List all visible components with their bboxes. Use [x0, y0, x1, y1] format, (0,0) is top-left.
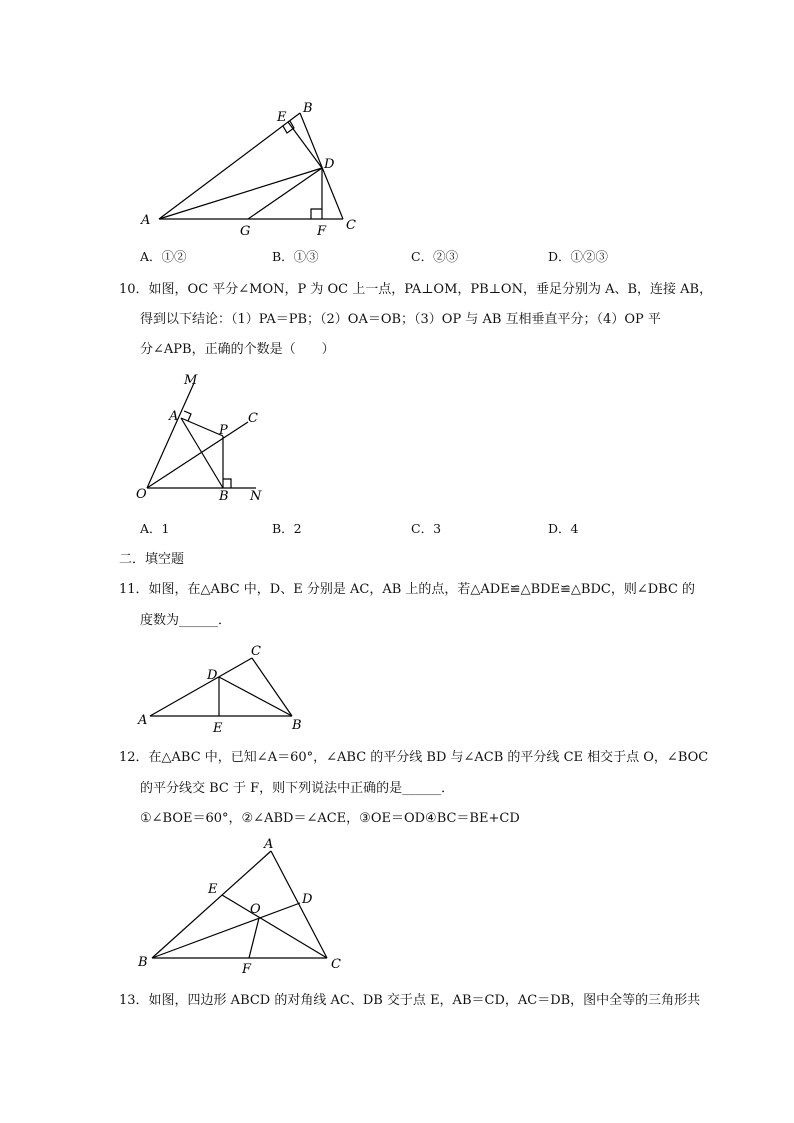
label-a: A [169, 409, 179, 424]
q13-line-1: 13．如图，四边形 ABCD 的对角线 AC、DB 交于点 E，AB＝CD，AC＝DB，图中全等的三角形共 [119, 993, 701, 1008]
q9-option-a[interactable]: A．①② [140, 249, 187, 264]
q10-line-2: 得到以下结论：（1）PA＝PB；（2）OA＝OB；（3）OP 与 AB 互相垂直平分；（4）OP 平 [140, 312, 661, 327]
q9-option-c[interactable]: C．②③ [411, 249, 459, 264]
label-a: A [138, 713, 148, 728]
label-a: A [141, 213, 151, 228]
label-c: C [251, 644, 261, 659]
label-b: B [292, 718, 302, 733]
label-c: C [331, 957, 341, 972]
label-e: E [208, 882, 218, 897]
label-b: B [219, 489, 229, 504]
q10-option-a[interactable]: A．1 [140, 521, 170, 536]
q9-option-b[interactable]: B．①③ [272, 249, 319, 264]
label-f: F [317, 224, 327, 239]
q12-line-2: 的平分线交 BC 于 F，则下列说法中正确的是______． [140, 781, 455, 796]
label-d: D [207, 668, 218, 683]
label-o: O [250, 902, 261, 917]
label-n: N [250, 489, 262, 504]
label-b: B [303, 101, 313, 116]
label-o: O [136, 487, 147, 502]
label-c: C [248, 411, 258, 426]
label-c: C [346, 218, 356, 233]
section-title: 二．填空题 [119, 552, 185, 567]
q9-option-d[interactable]: D．①②③ [548, 249, 609, 264]
label-d: D [302, 892, 313, 907]
q11-line-1: 11．如图，在△ABC 中，D、E 分别是 AC，AB 上的点，若△ADE≌△BDE≌△BDC，则∠DBC 的 [119, 582, 696, 597]
q12-line-3: ①∠BOE＝60°，②∠ABD＝∠ACE，③OE＝OD④BC＝BE+CD [140, 811, 520, 826]
label-a: A [264, 837, 274, 852]
q12-line-1: 12．在△ABC 中，已知∠A＝60°，∠ABC 的平分线 BD 与∠ACB 的平分线 CE 相交于点 O，∠BOC [119, 750, 709, 765]
label-e: E [277, 110, 287, 125]
q11-line-2: 度数为______． [140, 613, 232, 628]
label-m: M [184, 373, 198, 388]
label-d: D [324, 157, 335, 172]
label-f: F [242, 962, 252, 977]
q10-option-c[interactable]: C．3 [411, 521, 442, 536]
label-e: E [213, 721, 223, 736]
q10-option-d[interactable]: D．4 [548, 521, 579, 536]
q10-line-1: 10．如图，OC 平分∠MON，P 为 OC 上一点，PA⊥OM，PB⊥ON，垂足分别为 A、B，连接 AB， [119, 282, 713, 297]
q10-option-b[interactable]: B．2 [272, 521, 302, 536]
label-b: B [138, 955, 148, 970]
label-g: G [240, 224, 251, 239]
q10-line-3: 分∠APB，正确的个数是（ ） [140, 342, 335, 357]
label-p: P [219, 423, 228, 438]
